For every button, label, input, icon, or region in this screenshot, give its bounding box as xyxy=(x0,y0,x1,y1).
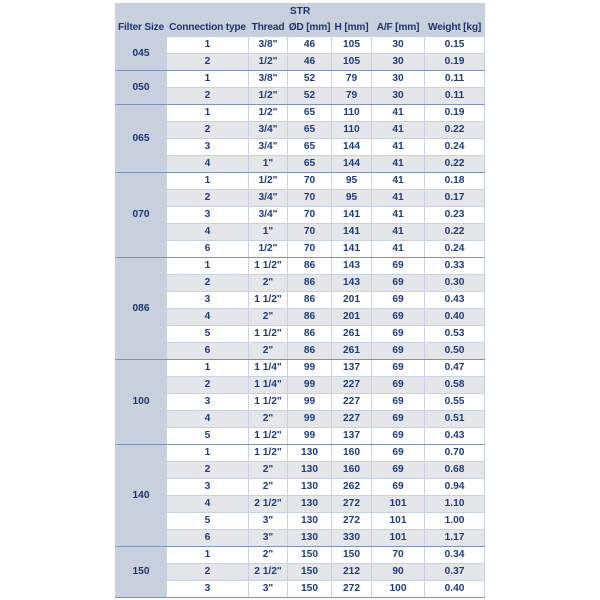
across-flats-cell: 69 xyxy=(372,275,425,292)
connection-type-cell: 5 xyxy=(167,513,249,530)
weight-cell: 0.43 xyxy=(425,292,485,309)
filter-size-cell: 086 xyxy=(116,258,167,360)
weight-cell: 0.50 xyxy=(425,343,485,360)
diameter-cell: 150 xyxy=(288,581,332,598)
table-row xyxy=(116,122,485,139)
height-cell: 272 xyxy=(332,513,372,530)
connection-type-cell: 6 xyxy=(167,241,249,258)
across-flats-cell: 69 xyxy=(372,428,425,445)
thread-cell: 3" xyxy=(249,581,288,598)
across-flats-cell: 69 xyxy=(372,343,425,360)
table-row xyxy=(116,71,485,88)
thread-cell: 1 1/2" xyxy=(249,394,288,411)
weight-cell: 0.11 xyxy=(425,88,485,105)
height-cell: 141 xyxy=(332,207,372,224)
diameter-cell: 86 xyxy=(288,326,332,343)
diameter-cell: 70 xyxy=(288,241,332,258)
weight-cell: 0.53 xyxy=(425,326,485,343)
thread-cell: 3/8" xyxy=(249,37,288,54)
across-flats-cell: 69 xyxy=(372,445,425,462)
connection-type-cell: 3 xyxy=(167,292,249,309)
connection-type-cell: 2 xyxy=(167,377,249,394)
table-row xyxy=(116,394,485,411)
height-cell: 160 xyxy=(332,462,372,479)
across-flats-cell: 41 xyxy=(372,241,425,258)
height-cell: 227 xyxy=(332,394,372,411)
diameter-cell: 99 xyxy=(288,394,332,411)
weight-cell: 1.10 xyxy=(425,496,485,513)
weight-cell: 0.34 xyxy=(425,547,485,564)
weight-cell: 0.18 xyxy=(425,173,485,190)
weight-cell: 1.17 xyxy=(425,530,485,547)
filter-size-cell: 050 xyxy=(116,71,167,105)
across-flats-cell: 41 xyxy=(372,173,425,190)
diameter-cell: 130 xyxy=(288,496,332,513)
thread-cell: 2" xyxy=(249,343,288,360)
diameter-cell: 130 xyxy=(288,513,332,530)
height-cell: 110 xyxy=(332,105,372,122)
thread-cell: 1/2" xyxy=(249,54,288,71)
across-flats-cell: 41 xyxy=(372,190,425,207)
table-row xyxy=(116,54,485,71)
diameter-cell: 70 xyxy=(288,190,332,207)
thread-cell: 2 1/2" xyxy=(249,496,288,513)
table-row xyxy=(116,377,485,394)
header-outer-diameter: ØD [mm] xyxy=(288,20,332,37)
diameter-cell: 150 xyxy=(288,547,332,564)
across-flats-cell: 100 xyxy=(372,581,425,598)
diameter-cell: 70 xyxy=(288,173,332,190)
height-cell: 330 xyxy=(332,530,372,547)
thread-cell: 2" xyxy=(249,275,288,292)
height-cell: 201 xyxy=(332,309,372,326)
connection-type-cell: 3 xyxy=(167,139,249,156)
header-weight: Weight [kg] xyxy=(425,20,485,37)
table-row xyxy=(116,445,485,462)
height-cell: 95 xyxy=(332,173,372,190)
across-flats-cell: 69 xyxy=(372,479,425,496)
table-row xyxy=(116,479,485,496)
thread-cell: 2" xyxy=(249,462,288,479)
across-flats-cell: 69 xyxy=(372,309,425,326)
across-flats-cell: 41 xyxy=(372,105,425,122)
connection-type-cell: 4 xyxy=(167,496,249,513)
weight-cell: 0.47 xyxy=(425,360,485,377)
table-row xyxy=(116,564,485,581)
table-body xyxy=(116,37,485,598)
connection-type-cell: 2 xyxy=(167,564,249,581)
height-cell: 79 xyxy=(332,88,372,105)
weight-cell: 0.55 xyxy=(425,394,485,411)
connection-type-cell: 1 xyxy=(167,258,249,275)
weight-cell: 0.40 xyxy=(425,581,485,598)
diameter-cell: 86 xyxy=(288,292,332,309)
connection-type-cell: 6 xyxy=(167,530,249,547)
diameter-cell: 65 xyxy=(288,139,332,156)
across-flats-cell: 30 xyxy=(372,54,425,71)
connection-type-cell: 1 xyxy=(167,37,249,54)
weight-cell: 0.51 xyxy=(425,411,485,428)
header-filter-size: Filter Size xyxy=(116,20,167,37)
weight-cell: 0.37 xyxy=(425,564,485,581)
across-flats-cell: 90 xyxy=(372,564,425,581)
across-flats-cell: 101 xyxy=(372,496,425,513)
table-row xyxy=(116,275,485,292)
connection-type-cell: 3 xyxy=(167,207,249,224)
table-row xyxy=(116,326,485,343)
height-cell: 110 xyxy=(332,122,372,139)
thread-cell: 3/4" xyxy=(249,190,288,207)
thread-cell: 1/2" xyxy=(249,88,288,105)
height-cell: 261 xyxy=(332,343,372,360)
thread-cell: 2 1/2" xyxy=(249,564,288,581)
thread-cell: 1 1/2" xyxy=(249,258,288,275)
diameter-cell: 70 xyxy=(288,224,332,241)
connection-type-cell: 4 xyxy=(167,156,249,173)
weight-cell: 0.30 xyxy=(425,275,485,292)
connection-type-cell: 1 xyxy=(167,173,249,190)
height-cell: 79 xyxy=(332,71,372,88)
weight-cell: 0.43 xyxy=(425,428,485,445)
height-cell: 144 xyxy=(332,156,372,173)
across-flats-cell: 30 xyxy=(372,71,425,88)
across-flats-cell: 69 xyxy=(372,377,425,394)
filter-size-cell: 100 xyxy=(116,360,167,445)
height-cell: 150 xyxy=(332,547,372,564)
diameter-cell: 65 xyxy=(288,105,332,122)
table-row xyxy=(116,156,485,173)
table-row xyxy=(116,411,485,428)
weight-cell: 0.19 xyxy=(425,54,485,71)
table-title: STR xyxy=(116,4,485,20)
thread-cell: 2" xyxy=(249,309,288,326)
connection-type-cell: 6 xyxy=(167,343,249,360)
weight-cell: 1.00 xyxy=(425,513,485,530)
weight-cell: 0.19 xyxy=(425,105,485,122)
diameter-cell: 130 xyxy=(288,462,332,479)
across-flats-cell: 69 xyxy=(372,462,425,479)
across-flats-cell: 41 xyxy=(372,156,425,173)
connection-type-cell: 2 xyxy=(167,122,249,139)
thread-cell: 3/4" xyxy=(249,122,288,139)
diameter-cell: 65 xyxy=(288,156,332,173)
diameter-cell: 130 xyxy=(288,479,332,496)
connection-type-cell: 2 xyxy=(167,190,249,207)
connection-type-cell: 3 xyxy=(167,479,249,496)
height-cell: 227 xyxy=(332,377,372,394)
thread-cell: 3/4" xyxy=(249,207,288,224)
connection-type-cell: 3 xyxy=(167,394,249,411)
connection-type-cell: 1 xyxy=(167,360,249,377)
height-cell: 105 xyxy=(332,54,372,71)
table-row xyxy=(116,105,485,122)
diameter-cell: 86 xyxy=(288,258,332,275)
weight-cell: 0.17 xyxy=(425,190,485,207)
diameter-cell: 130 xyxy=(288,530,332,547)
connection-type-cell: 5 xyxy=(167,428,249,445)
thread-cell: 1 1/2" xyxy=(249,326,288,343)
table-row xyxy=(116,496,485,513)
weight-cell: 0.24 xyxy=(425,241,485,258)
weight-cell: 0.40 xyxy=(425,309,485,326)
table-row xyxy=(116,173,485,190)
table-row xyxy=(116,241,485,258)
connection-type-cell: 3 xyxy=(167,581,249,598)
filter-size-cell: 140 xyxy=(116,445,167,547)
across-flats-cell: 41 xyxy=(372,224,425,241)
connection-type-cell: 1 xyxy=(167,547,249,564)
connection-type-cell: 1 xyxy=(167,445,249,462)
filter-size-cell: 065 xyxy=(116,105,167,173)
filter-size-cell: 070 xyxy=(116,173,167,258)
table-row xyxy=(116,224,485,241)
height-cell: 262 xyxy=(332,479,372,496)
height-cell: 212 xyxy=(332,564,372,581)
table-row xyxy=(116,513,485,530)
thread-cell: 1/2" xyxy=(249,173,288,190)
diameter-cell: 65 xyxy=(288,122,332,139)
weight-cell: 0.33 xyxy=(425,258,485,275)
across-flats-cell: 69 xyxy=(372,394,425,411)
diameter-cell: 130 xyxy=(288,445,332,462)
across-flats-cell: 69 xyxy=(372,258,425,275)
thread-cell: 2" xyxy=(249,547,288,564)
table-row xyxy=(116,547,485,564)
connection-type-cell: 5 xyxy=(167,326,249,343)
table-row xyxy=(116,190,485,207)
across-flats-cell: 41 xyxy=(372,122,425,139)
thread-cell: 3" xyxy=(249,530,288,547)
diameter-cell: 99 xyxy=(288,377,332,394)
weight-cell: 0.94 xyxy=(425,479,485,496)
table-row xyxy=(116,292,485,309)
table-row xyxy=(116,428,485,445)
thread-cell: 3/8" xyxy=(249,71,288,88)
header-connection-type: Connection type xyxy=(167,20,249,37)
thread-cell: 1/2" xyxy=(249,105,288,122)
diameter-cell: 46 xyxy=(288,37,332,54)
height-cell: 261 xyxy=(332,326,372,343)
table-row xyxy=(116,37,485,54)
height-cell: 141 xyxy=(332,224,372,241)
across-flats-cell: 30 xyxy=(372,88,425,105)
table-row xyxy=(116,581,485,598)
header-row xyxy=(116,20,485,37)
thread-cell: 2" xyxy=(249,479,288,496)
across-flats-cell: 69 xyxy=(372,326,425,343)
weight-cell: 0.68 xyxy=(425,462,485,479)
thread-cell: 3" xyxy=(249,513,288,530)
weight-cell: 0.58 xyxy=(425,377,485,394)
spec-table xyxy=(115,3,485,598)
weight-cell: 0.24 xyxy=(425,139,485,156)
diameter-cell: 52 xyxy=(288,71,332,88)
height-cell: 141 xyxy=(332,241,372,258)
diameter-cell: 70 xyxy=(288,207,332,224)
height-cell: 143 xyxy=(332,258,372,275)
thread-cell: 1 1/4" xyxy=(249,360,288,377)
thread-cell: 1 1/2" xyxy=(249,292,288,309)
table-row xyxy=(116,343,485,360)
thread-cell: 1" xyxy=(249,156,288,173)
thread-cell: 2" xyxy=(249,411,288,428)
height-cell: 143 xyxy=(332,275,372,292)
table-row xyxy=(116,530,485,547)
header-thread: Thread xyxy=(249,20,288,37)
diameter-cell: 150 xyxy=(288,564,332,581)
height-cell: 227 xyxy=(332,411,372,428)
diameter-cell: 99 xyxy=(288,411,332,428)
thread-cell: 1" xyxy=(249,224,288,241)
table-row xyxy=(116,258,485,275)
diameter-cell: 99 xyxy=(288,428,332,445)
weight-cell: 0.22 xyxy=(425,156,485,173)
table-row xyxy=(116,207,485,224)
connection-type-cell: 2 xyxy=(167,54,249,71)
connection-type-cell: 1 xyxy=(167,71,249,88)
height-cell: 272 xyxy=(332,581,372,598)
table-row xyxy=(116,360,485,377)
thread-cell: 1/2" xyxy=(249,241,288,258)
connection-type-cell: 2 xyxy=(167,462,249,479)
weight-cell: 0.22 xyxy=(425,122,485,139)
across-flats-cell: 30 xyxy=(372,37,425,54)
weight-cell: 0.11 xyxy=(425,71,485,88)
thread-cell: 1 1/2" xyxy=(249,428,288,445)
across-flats-cell: 41 xyxy=(372,207,425,224)
height-cell: 201 xyxy=(332,292,372,309)
weight-cell: 0.22 xyxy=(425,224,485,241)
header-across-flats: A/F [mm] xyxy=(372,20,425,37)
height-cell: 137 xyxy=(332,428,372,445)
filter-size-cell: 150 xyxy=(116,547,167,598)
header-height: H [mm] xyxy=(332,20,372,37)
thread-cell: 1 1/2" xyxy=(249,445,288,462)
height-cell: 137 xyxy=(332,360,372,377)
connection-type-cell: 1 xyxy=(167,105,249,122)
weight-cell: 0.70 xyxy=(425,445,485,462)
table-row xyxy=(116,309,485,326)
table-row xyxy=(116,88,485,105)
table-row xyxy=(116,462,485,479)
connection-type-cell: 2 xyxy=(167,275,249,292)
across-flats-cell: 41 xyxy=(372,139,425,156)
diameter-cell: 86 xyxy=(288,309,332,326)
across-flats-cell: 101 xyxy=(372,530,425,547)
diameter-cell: 52 xyxy=(288,88,332,105)
across-flats-cell: 69 xyxy=(372,292,425,309)
thread-cell: 3/4" xyxy=(249,139,288,156)
height-cell: 95 xyxy=(332,190,372,207)
height-cell: 272 xyxy=(332,496,372,513)
thread-cell: 1 1/4" xyxy=(249,377,288,394)
connection-type-cell: 4 xyxy=(167,224,249,241)
diameter-cell: 86 xyxy=(288,275,332,292)
across-flats-cell: 70 xyxy=(372,547,425,564)
height-cell: 160 xyxy=(332,445,372,462)
table-row xyxy=(116,139,485,156)
height-cell: 105 xyxy=(332,37,372,54)
diameter-cell: 46 xyxy=(288,54,332,71)
height-cell: 144 xyxy=(332,139,372,156)
connection-type-cell: 4 xyxy=(167,411,249,428)
weight-cell: 0.23 xyxy=(425,207,485,224)
diameter-cell: 99 xyxy=(288,360,332,377)
title-row xyxy=(116,4,485,20)
across-flats-cell: 69 xyxy=(372,360,425,377)
connection-type-cell: 2 xyxy=(167,88,249,105)
weight-cell: 0.15 xyxy=(425,37,485,54)
connection-type-cell: 4 xyxy=(167,309,249,326)
across-flats-cell: 101 xyxy=(372,513,425,530)
across-flats-cell: 69 xyxy=(372,411,425,428)
filter-size-cell: 045 xyxy=(116,37,167,71)
diameter-cell: 86 xyxy=(288,343,332,360)
